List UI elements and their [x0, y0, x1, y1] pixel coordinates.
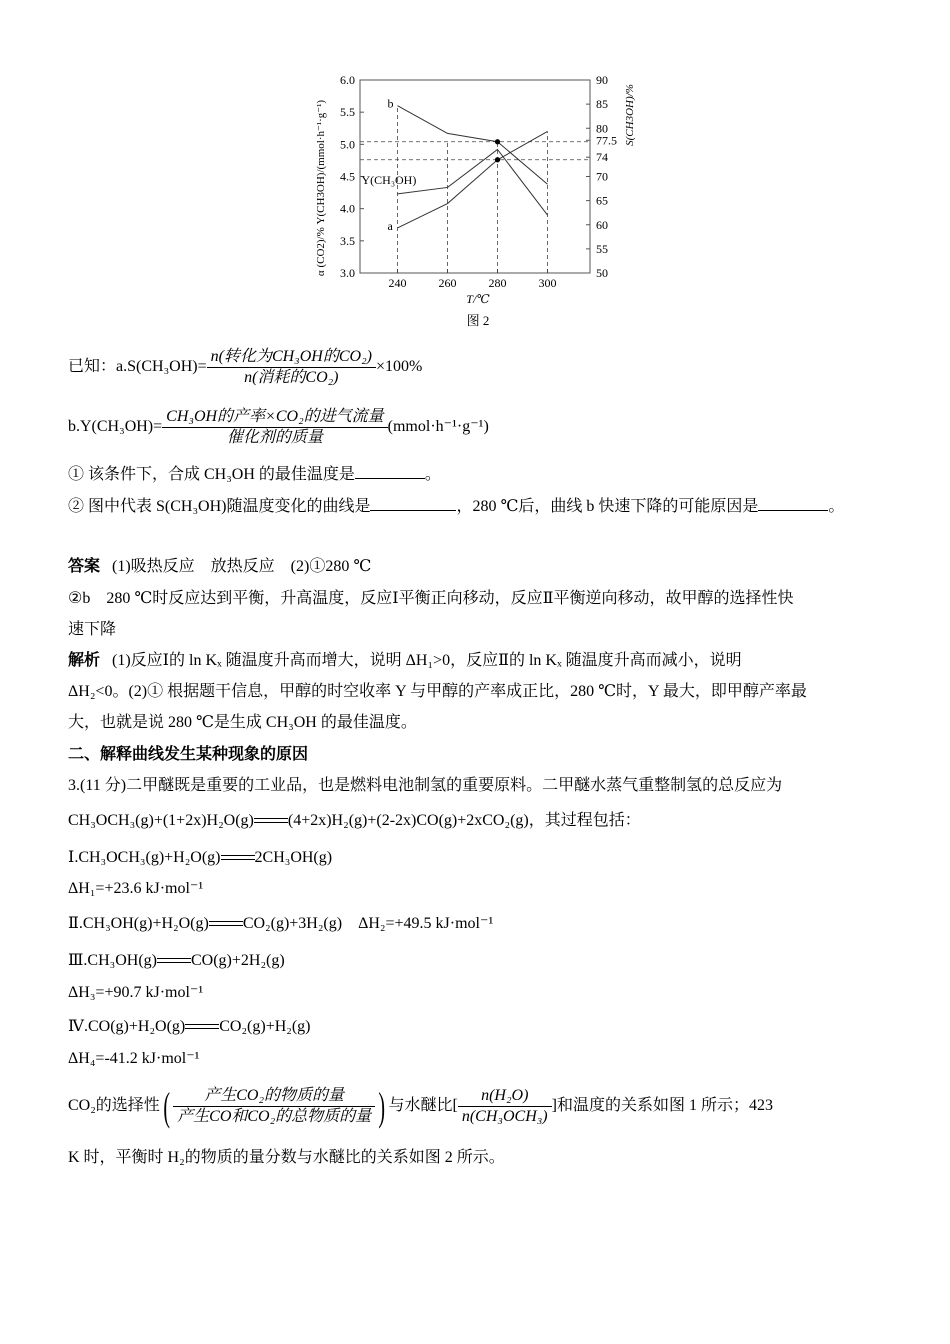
answer-line-1	[68, 557, 371, 577]
explanation-line-1	[68, 651, 742, 671]
y-left-tick-label: 3.0	[340, 266, 355, 280]
selectivity-numerator: 产生CO₂的物质的量	[204, 1087, 345, 1104]
series-label-b: b	[387, 96, 394, 111]
question-1	[68, 464, 441, 485]
q2-blank-2[interactable]	[758, 496, 828, 511]
equilibrium-arrow-icon	[157, 955, 191, 967]
y-right-tick-label: 90	[596, 73, 608, 87]
enthalpy-4: ΔH₄=-41.2 kJ·mol⁻¹	[68, 1050, 200, 1067]
x-axis-label: T/℃	[466, 292, 490, 306]
y-left-tick-label: 4.5	[340, 169, 355, 184]
y-right-tick-label: 50	[596, 266, 608, 280]
ratio-denominator: n(CH₃OCH₃)	[458, 1106, 552, 1127]
overall-left: CH₃OCH₃(g)+(1+2x)H₂O(g)	[68, 812, 254, 829]
figure-2-chart	[0, 0, 950, 340]
q1-blank[interactable]	[355, 464, 425, 479]
overall-reaction	[68, 811, 641, 831]
explanation-line-3: 大，也就是说 280 ℃是生成 CH₃OH 的最佳温度。	[68, 714, 417, 731]
section-heading: 二、解释曲线发生某种现象的原因	[68, 746, 309, 763]
problem-3-line-1: 3.(11 分)二甲醚既是重要的工业品，也是燃料电池制氢的重要原料。二甲醚水蒸气重整制氢的总反应为	[68, 777, 783, 794]
y-right-tick-label: 55	[596, 241, 608, 256]
y-fraction	[162, 407, 388, 448]
s-tail: ×100%	[375, 358, 423, 376]
enthalpy-1: ΔH₁=+23.6 kJ·mol⁻¹	[68, 880, 204, 897]
intersection-point	[495, 139, 500, 144]
question-2	[68, 496, 844, 517]
y-left-tick-label: 6.0	[340, 73, 355, 87]
s-numerator: n(转化为CH₃OH的CO₂)	[210, 348, 372, 365]
q1-text: ① 该条件下，合成 CH₃OH 的最佳温度是	[68, 466, 355, 483]
answer-1: (1)吸热反应 放热反应 (2)①280 ℃	[112, 558, 372, 575]
series-line-a	[398, 131, 548, 228]
reaction-2	[68, 914, 493, 934]
left-paren-icon: (	[163, 1083, 170, 1129]
x-tick-label: 260	[438, 276, 457, 290]
q1-end: 。	[424, 466, 441, 483]
known-label: 已知：a.	[68, 358, 128, 376]
reaction-4	[68, 1017, 311, 1037]
right-paren-icon: )	[378, 1083, 386, 1129]
y-right-tick-label: 70	[596, 169, 608, 184]
y-numerator: CH₃OH的产率×CO₂的进气流量	[166, 408, 384, 425]
r3-right: CO(g)+2H₂(g)	[191, 952, 285, 969]
q2-text-a: ② 图中代表 S(CH₃OH)随温度变化的曲线是	[68, 498, 371, 515]
x-tick-label: 300	[538, 276, 557, 290]
y-right-axis-label: S(CH3OH)/%	[624, 84, 636, 146]
q2-blank-1[interactable]	[370, 496, 456, 511]
answer-label: 答案	[68, 558, 101, 575]
answer-line-3: 速下降	[68, 621, 117, 638]
s-denominator: n(消耗的CO₂)	[207, 367, 376, 388]
selectivity-line	[68, 1083, 773, 1129]
equilibrium-arrow-icon	[254, 815, 288, 827]
explanation-line-2: ΔH₂<0。(2)① 根据题干信息，甲醇的时空收率 Y 与甲醇的产率成正比，280 ℃时，Y 最大，即甲醇产率最	[68, 683, 807, 700]
y-unit: (mmol·h⁻¹·g⁻¹)	[387, 418, 489, 436]
y-right-tick-label: 80	[596, 121, 608, 136]
explanation-label: 解析	[68, 652, 101, 669]
intersection-point	[495, 157, 500, 162]
series-line-b	[398, 106, 548, 184]
y-left-tick-label: 5.0	[340, 137, 355, 152]
ratio-numerator: n(H₂O)	[481, 1087, 529, 1104]
ratio-prefix: 与水醚比[	[388, 1097, 458, 1115]
series-label-a: a	[387, 218, 393, 233]
def-s-line	[68, 347, 422, 388]
y-denominator: 催化剂的质量	[162, 427, 388, 448]
chart-caption: 图 2	[466, 313, 490, 328]
ratio-suffix: ]和温度的关系如图 1 所示；423	[551, 1097, 773, 1115]
enthalpy-3: ΔH₃=+90.7 kJ·mol⁻¹	[68, 984, 204, 1001]
series-label-y: Y(CH₃OH)	[361, 172, 417, 187]
y-left-axis-label: α (CO2)/% Y(CH3OH)/(mmol·h⁻¹·g⁻¹)	[315, 99, 327, 277]
q2-end: 。	[828, 498, 845, 515]
x-tick-label: 240	[388, 276, 407, 290]
r3-left: Ⅲ.CH₃OH(g)	[68, 952, 157, 969]
reaction-1	[68, 848, 332, 868]
co2-selectivity-label: CO₂的选择性	[68, 1097, 160, 1115]
selectivity-denominator: 产生CO和CO₂的总物质的量	[173, 1106, 375, 1127]
overall-right: (4+2x)H₂(g)+(2-2x)CO(g)+2xCO₂(g)，其过程包括：	[287, 812, 641, 829]
equilibrium-arrow-icon	[221, 852, 255, 864]
r4-left: Ⅳ.CO(g)+H₂O(g)	[68, 1018, 186, 1035]
def-y-line	[68, 407, 489, 448]
reaction-3	[68, 951, 285, 971]
y-right-tick-label: 85	[596, 97, 608, 112]
equilibrium-arrow-icon	[185, 1021, 219, 1033]
r2-right: CO₂(g)+3H₂(g) ΔH₂=+49.5 kJ·mol⁻¹	[242, 915, 494, 932]
s-fraction	[207, 347, 376, 388]
r1-right: 2CH₃OH(g)	[254, 849, 333, 866]
y-right-tick-label: 77.5	[596, 133, 617, 148]
q2-text-b: ，280 ℃后，曲线 b 快速下降的可能原因是	[456, 498, 759, 515]
y-left-tick-label: 5.5	[340, 105, 355, 120]
y-right-tick-label: 65	[596, 193, 608, 208]
y-left-tick-label: 4.0	[340, 201, 355, 216]
y-def: b.Y(CH₃OH)=	[68, 418, 163, 436]
selectivity-fraction	[173, 1086, 375, 1127]
y-right-tick-label: 60	[596, 217, 608, 232]
r2-left: Ⅱ.CH₃OH(g)+H₂O(g)	[68, 915, 209, 932]
explanation-1: (1)反应Ⅰ的 ln Kₓ 随温度升高而增大，说明 ΔH₁>0，反应Ⅱ的 ln Kₓ 随温度升高而减小，说明	[112, 652, 742, 669]
r4-right: CO₂(g)+H₂(g)	[219, 1018, 311, 1035]
x-tick-label: 280	[488, 276, 507, 290]
equilibrium-arrow-icon	[209, 918, 243, 930]
answer-line-2: ②b 280 ℃时反应达到平衡，升高温度，反应Ⅰ平衡正向移动，反应Ⅱ平衡逆向移动，故甲醇的选择性快	[68, 590, 794, 607]
ratio-fraction	[458, 1086, 552, 1127]
r1-left: Ⅰ.CH₃OCH₃(g)+H₂O(g)	[68, 849, 221, 866]
y-right-tick-label: 74	[596, 150, 608, 165]
y-left-tick-label: 3.5	[340, 233, 355, 248]
s-def: S(CH₃OH)=	[127, 358, 207, 376]
last-line: K 时，平衡时 H₂的物质的量分数与水醚比的关系如图 2 所示。	[68, 1149, 505, 1166]
